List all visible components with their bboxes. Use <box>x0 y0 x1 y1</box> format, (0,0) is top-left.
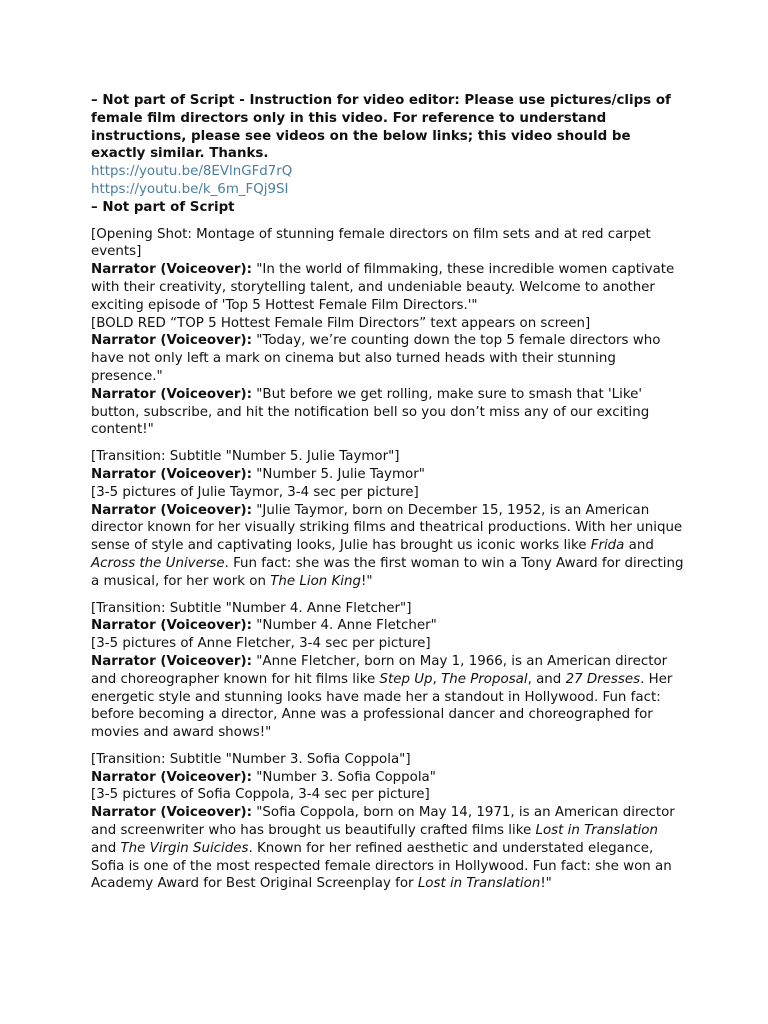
narrator-label: Narrator (Voiceover): <box>91 386 253 402</box>
title-card-direction: [BOLD RED “TOP 5 Hottest Female Film Directors” text appears on screen] <box>91 315 591 331</box>
editor-note-closing: – Not part of Script <box>91 199 235 215</box>
script-document <box>91 92 687 893</box>
film-title: The Lion King <box>270 573 362 589</box>
narrator-text: "Number 4. Anne Fletcher" <box>252 618 437 634</box>
film-title: The Virgin Suicides <box>120 840 249 856</box>
narrator-label: Narrator (Voiceover): <box>91 466 253 482</box>
film-title: Step Up <box>379 671 433 687</box>
film-title: 27 Dresses <box>565 671 641 687</box>
narrator-line <box>91 502 687 591</box>
narrator-label: Narrator (Voiceover): <box>91 618 253 634</box>
reference-link-1[interactable]: https://youtu.be/8EVlnGFd7rQ <box>91 164 293 180</box>
bio-text: . Her energetic style and stunning looks have made her a standout in Hollywood. Fun fact: before becoming a director, Anne was a professional dancer and choreographed for movies and award shows!" <box>91 671 673 741</box>
reference-link-2[interactable]: https://youtu.be/k_6m_FQj9SI <box>91 181 289 197</box>
section-number-4 <box>91 600 687 742</box>
narrator-label: Narrator (Voiceover): <box>91 769 253 785</box>
narrator-line <box>91 804 687 893</box>
bio-text: "Anne Fletcher, born on May 1, 1966, is an American director and choreographer known for hit films like <box>91 653 668 687</box>
narrator-text: "Today, we’re counting down the top 5 female directors who have not only left a mark on cinema but also turned heads with their stunning presence." <box>91 333 661 384</box>
editor-instruction: – Not part of Script - Instruction for video editor: Please use pictures/clips of female film directors only in this video. For reference to understand instructions, please see videos on the below links; this video should be exactly similar. Thanks. <box>91 93 671 162</box>
narrator-text: "In the world of filmmaking, these incredible women captivate with their creativity, storytelling talent, and undeniable beauty. Welcome to another exciting episode of 'Top 5 Hottest Female Film Directors.'" <box>91 262 675 313</box>
narrator-label: Narrator (Voiceover): <box>91 805 253 821</box>
bio-text: "Sofia Coppola, born on May 14, 1971, is an American director and screenwriter who has brought us beautifully crafted films like <box>91 805 675 839</box>
bio-text: "Julie Taymor, born on December 15, 1952, is an American director known for her visually striking films and theatrical productions. With her unique sense of style and captivating looks, Julie has brought us iconic works like <box>91 502 683 554</box>
transition-direction: [Transition: Subtitle "Number 3. Sofia Coppola"] <box>91 751 411 767</box>
bio-text: . Fun fact: she was the first woman to win a Tony Award for directing a musical, for her work on <box>91 555 684 589</box>
section-number-5 <box>91 448 687 590</box>
pictures-direction: [3-5 pictures of Anne Fletcher, 3-4 sec per picture] <box>91 636 431 652</box>
editor-note <box>91 92 687 217</box>
narrator-line <box>91 617 687 635</box>
narrator-label: Narrator (Voiceover): <box>91 262 253 278</box>
section-number-3 <box>91 751 687 893</box>
narrator-line <box>91 769 687 787</box>
narrator-text: "But before we get rolling, make sure to smash that 'Like' button, subscribe, and hit the notification bell so you don’t miss any of our exciting content!" <box>91 386 650 438</box>
film-title: Lost in Translation <box>535 823 658 839</box>
narrator-line <box>91 653 687 742</box>
narrator-label: Narrator (Voiceover): <box>91 653 253 669</box>
bio-text: !" <box>361 573 373 589</box>
narrator-line <box>91 261 687 314</box>
film-title: Lost in Translation <box>417 876 541 892</box>
bio-text: , and <box>527 671 566 687</box>
narrator-text: "Number 3. Sofia Coppola" <box>252 769 436 785</box>
narrator-line <box>91 466 687 484</box>
bio-text: and <box>624 538 654 554</box>
narrator-label: Narrator (Voiceover): <box>91 333 253 349</box>
opening-shot-direction: [Opening Shot: Montage of stunning female directors on film sets and at red carpet events] <box>91 226 651 260</box>
pictures-direction: [3-5 pictures of Sofia Coppola, 3-4 sec per picture] <box>91 787 430 803</box>
bio-text: . Known for her refined aesthetic and understated elegance, Sofia is one of the most respected female directors in Hollywood. Fun fact: she won an Academy Award for Best Original Screenplay for <box>91 840 672 892</box>
transition-direction: [Transition: Subtitle "Number 5. Julie Taymor"] <box>91 449 400 465</box>
film-title: Across the Universe <box>91 555 225 571</box>
narrator-label: Narrator (Voiceover): <box>91 502 253 518</box>
narrator-text: "Number 5. Julie Taymor" <box>252 466 425 482</box>
intro-section <box>91 226 687 440</box>
bio-text: and <box>91 840 121 856</box>
bio-text: !" <box>540 876 552 892</box>
narrator-line <box>91 332 687 385</box>
film-title: The Proposal <box>441 671 528 687</box>
narrator-line <box>91 386 687 439</box>
film-title: Frida <box>590 538 625 554</box>
pictures-direction: [3-5 pictures of Julie Taymor, 3-4 sec per picture] <box>91 484 419 500</box>
transition-direction: [Transition: Subtitle "Number 4. Anne Fletcher"] <box>91 600 412 616</box>
bio-text: , <box>432 671 442 687</box>
